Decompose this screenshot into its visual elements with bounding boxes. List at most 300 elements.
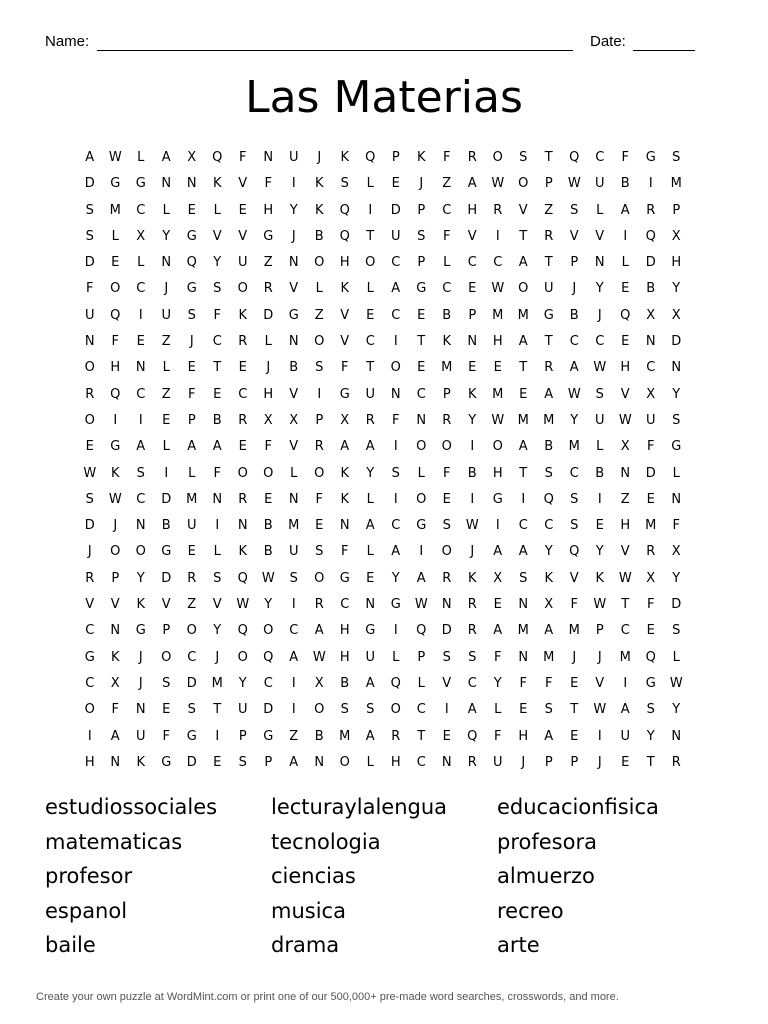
grid-letter: I	[138, 412, 143, 428]
grid-letter: V	[569, 570, 579, 586]
grid-letter: L	[188, 465, 196, 481]
grid-letter: C	[212, 334, 222, 350]
grid-letter: I	[368, 202, 373, 218]
grid-letter: O	[339, 754, 350, 770]
grid-letter: W	[312, 649, 326, 665]
grid-letter: R	[238, 334, 248, 350]
word-list-item: profesor	[45, 864, 133, 888]
grid-letter: D	[161, 570, 172, 586]
grid-letter: M	[492, 307, 504, 323]
grid-letter: Y	[672, 570, 681, 586]
grid-letter: U	[161, 307, 171, 323]
grid-letter: T	[366, 228, 375, 244]
grid-letter: C	[391, 518, 401, 534]
grid-letter: G	[365, 623, 376, 639]
grid-letter: A	[365, 728, 375, 744]
word-list-item: almuerzo	[497, 864, 595, 888]
grid-letter: I	[393, 439, 398, 455]
grid-letter: S	[544, 702, 553, 718]
grid-letter: W	[414, 597, 428, 613]
grid-letter: O	[314, 702, 325, 718]
grid-letter: O	[263, 623, 274, 639]
grid-letter: B	[314, 228, 324, 244]
grid-letter: N	[314, 754, 325, 770]
grid-letter: F	[264, 439, 272, 455]
grid-letter: X	[671, 307, 681, 323]
grid-letter: A	[365, 518, 375, 534]
grid-letter: X	[289, 412, 299, 428]
grid-letter: O	[84, 412, 95, 428]
grid-letter: J	[419, 176, 424, 192]
grid-letter: K	[340, 465, 350, 481]
grid-letter: I	[215, 728, 220, 744]
grid-letter: D	[84, 176, 95, 192]
grid-letter: W	[593, 597, 607, 613]
grid-letter: E	[570, 675, 579, 691]
grid-letter: Y	[264, 597, 273, 613]
grid-letter: O	[84, 360, 95, 376]
grid-letter: C	[391, 255, 401, 271]
grid-letter: B	[314, 728, 324, 744]
grid-letter: O	[365, 255, 376, 271]
grid-letter: R	[646, 544, 656, 560]
grid-letter: G	[645, 150, 656, 165]
grid-letter: X	[493, 570, 503, 586]
grid-letter: B	[442, 307, 452, 323]
grid-letter: E	[213, 754, 222, 770]
grid-letter: X	[646, 570, 656, 586]
grid-letter: W	[567, 176, 581, 192]
grid-letter: E	[493, 360, 502, 376]
grid-letter: S	[187, 307, 196, 323]
grid-letter: O	[441, 544, 452, 560]
grid-letter: L	[392, 649, 400, 665]
grid-letter: E	[162, 702, 171, 718]
grid-letter: T	[366, 360, 375, 376]
grid-letter: T	[417, 728, 426, 744]
grid-letter: F	[545, 675, 553, 691]
grid-letter: I	[215, 518, 220, 534]
grid-letter: K	[110, 649, 120, 665]
grid-letter: D	[84, 518, 95, 534]
grid-letter: Y	[646, 728, 655, 744]
grid-letter: Q	[467, 728, 478, 744]
letter-grid	[77, 145, 689, 776]
grid-letter: F	[239, 150, 247, 165]
grid-letter: E	[187, 202, 196, 218]
grid-letter: Q	[543, 491, 554, 507]
grid-letter: J	[291, 228, 296, 244]
grid-letter: G	[186, 281, 197, 297]
grid-letter: C	[595, 334, 605, 350]
grid-letter: J	[317, 150, 322, 165]
grid-letter: C	[442, 281, 452, 297]
grid-letter: R	[544, 228, 554, 244]
grid-letter: I	[623, 675, 628, 691]
grid-letter: A	[391, 281, 401, 297]
grid-letter: A	[493, 623, 503, 639]
grid-letter: Q	[365, 150, 376, 165]
grid-letter: W	[618, 412, 632, 428]
grid-letter: G	[492, 491, 503, 507]
grid-letter: J	[597, 754, 602, 770]
grid-letter: E	[238, 439, 247, 455]
grid-letter: A	[85, 150, 95, 165]
grid-letter: E	[646, 491, 655, 507]
grid-row	[77, 513, 689, 539]
grid-letter: U	[492, 754, 503, 770]
grid-letter: H	[620, 518, 631, 534]
grid-letter: A	[161, 150, 171, 165]
grid-letter: X	[314, 675, 324, 691]
grid-letter: G	[135, 623, 146, 639]
grid-letter: E	[621, 334, 630, 350]
grid-letter: O	[492, 439, 503, 455]
grid-letter: J	[470, 544, 475, 560]
grid-letter: Y	[570, 412, 579, 428]
grid-letter: A	[416, 570, 426, 586]
grid-letter: F	[443, 465, 451, 481]
grid-letter: L	[596, 439, 604, 455]
grid-letter: U	[594, 176, 605, 192]
grid-letter: N	[288, 255, 299, 271]
footer-text: Create your own puzzle at WordMint.com or print one of our 500,000+ pre-made word searches, crosswords, and more.	[36, 991, 619, 1003]
grid-letter: S	[85, 491, 94, 507]
grid-letter: D	[671, 597, 682, 613]
grid-letter: M	[186, 491, 198, 507]
grid-letter: O	[314, 255, 325, 271]
grid-letter: S	[136, 465, 145, 481]
grid-letter: W	[593, 360, 607, 376]
grid-letter: V	[289, 281, 299, 297]
grid-letter: K	[416, 150, 426, 165]
grid-letter: H	[84, 754, 95, 770]
grid-letter: N	[671, 728, 682, 744]
grid-row	[77, 171, 689, 197]
grid-letter: C	[85, 675, 95, 691]
grid-letter: D	[263, 307, 274, 323]
grid-letter: U	[543, 281, 554, 297]
grid-letter: Y	[238, 675, 247, 691]
grid-letter: A	[365, 675, 375, 691]
grid-letter: R	[442, 570, 452, 586]
grid-letter: I	[521, 491, 526, 507]
word-list-item: educacionfisica	[497, 795, 659, 819]
grid-letter: E	[519, 702, 528, 718]
grid-letter: H	[263, 386, 274, 402]
grid-letter: J	[572, 649, 577, 665]
grid-row	[77, 461, 689, 487]
grid-letter: V	[85, 597, 95, 613]
grid-letter: C	[289, 623, 299, 639]
grid-letter: L	[366, 754, 374, 770]
grid-letter: K	[340, 491, 350, 507]
grid-letter: H	[518, 728, 529, 744]
grid-letter: W	[593, 702, 607, 718]
grid-letter: Y	[672, 386, 681, 402]
grid-letter: J	[597, 307, 602, 323]
grid-letter: C	[136, 281, 146, 297]
grid-letter: I	[495, 518, 500, 534]
grid-letter: F	[341, 360, 349, 376]
grid-letter: I	[393, 334, 398, 350]
grid-letter: P	[111, 570, 120, 586]
grid-row	[77, 539, 689, 565]
grid-letter: L	[621, 255, 629, 271]
grid-letter: G	[543, 307, 554, 323]
grid-letter: C	[646, 360, 656, 376]
grid-letter: L	[162, 360, 170, 376]
grid-letter: H	[492, 465, 503, 481]
grid-letter: M	[568, 439, 580, 455]
grid-letter: H	[390, 754, 401, 770]
word-list-item: musica	[271, 898, 346, 923]
grid-letter: E	[238, 202, 247, 218]
grid-letter: L	[366, 281, 374, 297]
grid-letter: F	[647, 597, 655, 613]
grid-letter: Y	[213, 255, 222, 271]
grid-letter: J	[189, 334, 194, 350]
grid-letter: O	[237, 649, 248, 665]
grid-letter: A	[187, 439, 197, 455]
grid-letter: N	[645, 334, 656, 350]
grid-letter: N	[135, 518, 146, 534]
grid-letter: N	[237, 518, 248, 534]
grid-letter: D	[645, 465, 656, 481]
grid-letter: T	[213, 360, 222, 376]
grid-letter: X	[671, 228, 681, 244]
grid-letter: E	[442, 728, 451, 744]
grid-letter: E	[621, 281, 630, 297]
grid-letter: I	[87, 728, 92, 744]
grid-letter: V	[161, 597, 171, 613]
grid-letter: K	[314, 202, 324, 218]
grid-letter: S	[315, 360, 324, 376]
grid-letter: N	[288, 491, 299, 507]
grid-letter: S	[519, 150, 528, 165]
grid-letter: N	[212, 491, 223, 507]
grid-letter: U	[594, 412, 605, 428]
grid-letter: N	[441, 597, 452, 613]
grid-letter: X	[110, 675, 120, 691]
grid-letter: Q	[110, 386, 121, 402]
grid-letter: P	[544, 754, 553, 770]
grid-letter: U	[390, 228, 401, 244]
grid-letter: L	[264, 334, 272, 350]
grid-letter: P	[672, 202, 681, 218]
grid-letter: V	[620, 544, 630, 560]
grid-letter: G	[390, 597, 401, 613]
grid-letter: K	[467, 570, 477, 586]
word-list-item: estudiossociales	[45, 795, 218, 819]
grid-letter: W	[108, 491, 122, 507]
grid-letter: E	[417, 360, 426, 376]
grid-letter: I	[648, 176, 653, 192]
word-list-item: drama	[271, 933, 340, 957]
grid-letter: C	[136, 386, 146, 402]
grid-letter: L	[366, 491, 374, 507]
grid-letter: R	[365, 412, 375, 428]
grid-letter: C	[620, 623, 630, 639]
grid-letter: G	[645, 675, 656, 691]
grid-letter: L	[162, 439, 170, 455]
grid-letter: E	[646, 623, 655, 639]
grid-letter: V	[442, 675, 452, 691]
grid-letter: S	[544, 465, 553, 481]
grid-letter: V	[212, 228, 222, 244]
grid-letter: S	[85, 202, 94, 218]
grid-letter: N	[135, 360, 146, 376]
grid-letter: A	[518, 255, 528, 271]
grid-letter: S	[570, 491, 579, 507]
grid-row	[77, 434, 689, 460]
grid-letter: D	[390, 202, 401, 218]
grid-letter: P	[442, 386, 451, 402]
grid-letter: J	[164, 281, 169, 297]
grid-letter: G	[161, 754, 172, 770]
grid-letter: N	[441, 754, 452, 770]
grid-letter: O	[84, 702, 95, 718]
grid-letter: C	[416, 386, 426, 402]
grid-letter: W	[236, 597, 250, 613]
grid-row	[77, 671, 689, 697]
grid-letter: Y	[289, 202, 298, 218]
grid-letter: O	[161, 649, 172, 665]
grid-letter: J	[521, 754, 526, 770]
grid-letter: H	[671, 255, 682, 271]
grid-letter: B	[595, 465, 605, 481]
grid-letter: S	[187, 702, 196, 718]
grid-letter: F	[392, 412, 400, 428]
grid-letter: A	[518, 439, 528, 455]
grid-letter: R	[187, 570, 197, 586]
grid-letter: L	[213, 202, 221, 218]
grid-letter: I	[597, 491, 602, 507]
grid-letter: T	[519, 465, 528, 481]
grid-letter: Q	[339, 228, 350, 244]
grid-letter: G	[186, 728, 197, 744]
grid-letter: A	[569, 360, 579, 376]
grid-letter: B	[340, 675, 350, 691]
grid-letter: W	[261, 570, 275, 586]
grid-letter: C	[136, 202, 146, 218]
grid-letter: S	[340, 176, 349, 192]
grid-letter: S	[672, 150, 681, 165]
grid-letter: S	[570, 202, 579, 218]
grid-letter: J	[266, 360, 271, 376]
grid-letter: B	[212, 412, 222, 428]
grid-letter: P	[187, 412, 196, 428]
grid-letter: Q	[569, 150, 580, 165]
page-title: Las Materias	[245, 72, 523, 123]
grid-letter: N	[263, 150, 274, 165]
grid-letter: E	[391, 176, 400, 192]
grid-letter: J	[113, 518, 118, 534]
grid-letter: Y	[162, 228, 171, 244]
grid-letter: V	[620, 386, 630, 402]
grid-letter: N	[671, 491, 682, 507]
grid-letter: F	[494, 728, 502, 744]
grid-letter: S	[213, 570, 222, 586]
grid-row	[77, 276, 689, 302]
grid-letter: C	[416, 702, 426, 718]
grid-letter: I	[138, 307, 143, 323]
grid-letter: Q	[339, 202, 350, 218]
word-list-item: lecturaylalengua	[271, 795, 448, 819]
grid-letter: C	[365, 334, 375, 350]
grid-letter: H	[492, 334, 503, 350]
grid-letter: F	[213, 465, 221, 481]
grid-letter: Y	[136, 570, 145, 586]
grid-letter: M	[517, 307, 529, 323]
grid-letter: R	[238, 491, 248, 507]
grid-letter: A	[467, 702, 477, 718]
grid-letter: F	[111, 702, 119, 718]
grid-row	[77, 487, 689, 513]
grid-letter: H	[110, 360, 121, 376]
grid-letter: Q	[645, 649, 656, 665]
grid-letter: R	[467, 150, 477, 165]
grid-letter: R	[238, 412, 248, 428]
grid-letter: C	[187, 649, 197, 665]
grid-letter: L	[596, 202, 604, 218]
grid-letter: F	[494, 649, 502, 665]
grid-letter: E	[417, 307, 426, 323]
grid-letter: V	[289, 439, 299, 455]
grid-letter: W	[491, 176, 505, 192]
grid-letter: C	[467, 255, 477, 271]
grid-letter: A	[212, 439, 222, 455]
grid-letter: S	[519, 570, 528, 586]
grid-letter: B	[646, 281, 656, 297]
grid-letter: W	[491, 281, 505, 297]
grid-letter: K	[136, 754, 146, 770]
word-list-item: profesora	[497, 829, 597, 854]
grid-letter: S	[468, 649, 477, 665]
grid-letter: Z	[187, 597, 197, 613]
grid-letter: N	[161, 255, 172, 271]
grid-letter: X	[646, 307, 656, 323]
grid-letter: B	[289, 360, 299, 376]
grid-letter: R	[85, 386, 95, 402]
grid-letter: W	[669, 675, 683, 691]
grid-letter: G	[161, 544, 172, 560]
header-row	[45, 33, 705, 55]
grid-letter: P	[162, 623, 171, 639]
grid-letter: V	[238, 176, 248, 192]
grid-letter: I	[113, 412, 118, 428]
grid-row	[77, 618, 689, 644]
grid-row	[77, 697, 689, 723]
grid-letter: M	[492, 386, 504, 402]
grid-letter: E	[468, 281, 477, 297]
grid-letter: Y	[213, 623, 222, 639]
grid-letter: D	[161, 491, 172, 507]
grid-letter: E	[111, 255, 120, 271]
grid-letter: N	[467, 334, 478, 350]
grid-letter: R	[314, 597, 324, 613]
grid-row	[77, 145, 689, 171]
grid-letter: I	[291, 675, 296, 691]
name-label: Name:	[45, 33, 90, 50]
grid-letter: U	[288, 544, 299, 560]
grid-letter: L	[137, 255, 145, 271]
grid-letter: Y	[366, 465, 375, 481]
grid-letter: C	[263, 675, 273, 691]
grid-letter: E	[187, 544, 196, 560]
grid-letter: M	[441, 360, 453, 376]
grid-letter: I	[291, 176, 296, 192]
